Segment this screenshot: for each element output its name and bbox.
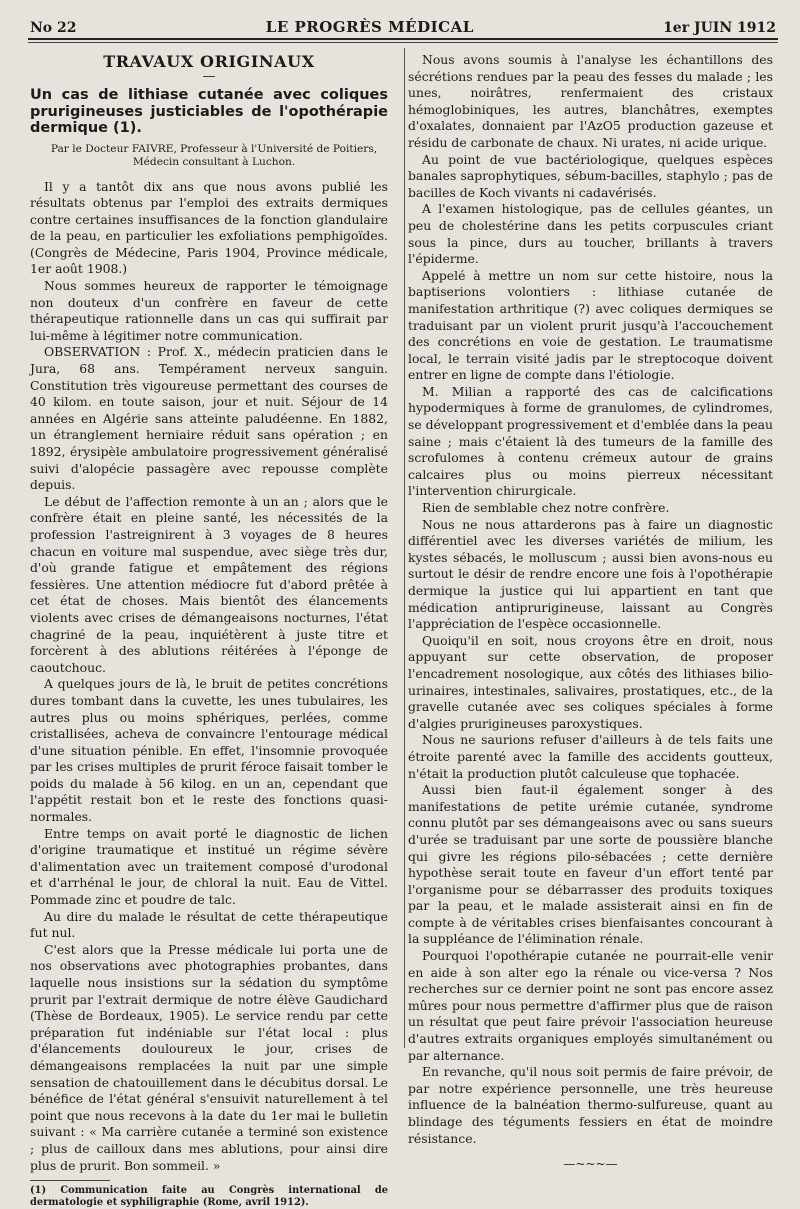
header-rule-thin	[28, 42, 778, 43]
author-line-2: Médecin consultant à Luchon.	[132, 155, 296, 168]
journal-title: LE PROGRÈS MÉDICAL	[265, 18, 474, 36]
article-title: Un cas de lithiase cutanée avec coliques prurigineuses justiciables de l'opothérapie dermique (1).	[30, 87, 388, 136]
body-paragraph: Au dire du malade le résultat de cette thérapeutique fut nul.	[30, 908, 388, 941]
body-paragraph: Rien de semblable chez notre confrère.	[422, 500, 670, 516]
body-paragraph: Il y a tantôt dix ans que nous avons publié les résultats obtenus par l'emploi des extraits dermiques contre certaines insuffisances de la fonction glandulaire de la peau, en particulier les exfoliations pemphigoïdes. (Congrès de Médecine, Paris 1904, Province médicale, 1er août 1908.)	[30, 178, 388, 277]
body-paragraph: Entre temps on avait porté le diagnostic de lichen d'origine traumatique et institué un régime sévère d'alimentation avec un traitement composé d'urodonal et d'arrhénal le jour, de chloral la nuit. Eau de Vittel. Pommade zinc et poudre de talc.	[30, 825, 388, 908]
body-paragraph: C'est alors que la Presse médicale lui porta une de nos observations avec photographies probantes, dans laquelle nous insistions sur la sédation du symptôme prurit par l'extrait dermique de notre élève Gaudichard (Thèse de Bordeaux, 1905). Le service rendu par cette préparation fut indéniable sur l'état local : plus d'élancements douloureux le jour, crises de démangeaisons remplacées la nuit par une simple sensation de chatouillement dans le décubitus dorsal. Le bénéfice de l'état général s'ensuivit naturellement à tel point que nous recevons à la date du 1er mai le bulletin suivant : « Ma carrière cutanée a terminé son existence ; plus de cailloux dans mes ablutions, pour ainsi dire plus de prurit. Bon sommeil. »	[30, 941, 388, 1173]
body-paragraph: Nous ne saurions refuser d'ailleurs à de tels faits une étroite parenté avec la famille des accidents goutteux, n'était la production plutôt calculeuse que tophacée.	[408, 732, 773, 781]
body-paragraph: Nous sommes heureux de rapporter le témoignage non douteux d'un confrère en faveur de cette thérapeutique rationnelle dans un cas qui suffirait par lui-même à légitimer notre communication.	[30, 278, 388, 343]
body-paragraph: Pourquoi l'opothérapie cutanée ne pourrait-elle venir en aide à son alter ego la rénale ou vice-versa ? Nos recherches sur ce dernier point ne sont pas encore assez mûres pour nous permettre d'affirmer plus que de raison un résultat que peut faire prévoir l'association heureuse d'autres extraits organiques employés simultanément ou par alternance.	[408, 948, 773, 1063]
body-paragraph: Quoiqu'il en soit, nous croyons être en droit, nous appuyant sur cette observation, de proposer l'encadrement nosologique, aux côtés des lithiases bilio-urinaires, intestinales, salivaires, prostatiques, etc., de la gravelle cutanée avec ses coliques spéciales à forme d'algies prurigineuses paroxystiques.	[408, 632, 773, 731]
section-dash: —	[202, 69, 216, 84]
left-column	[30, 50, 388, 1209]
author-line-1: Par le Docteur FAIVRE, Professeur à l'Université de Poitiers,	[50, 142, 378, 155]
body-paragraph: Aussi bien faut-il également songer à des manifestations de petite urémie cutanée, syndrome connu plutôt par ses démangeaisons avec ou sans sueurs d'urée se traduisant par une sorte de poussière blanche qui givre les régions pilo-sébacées ; cette dernière hypothèse serait toute en faveur d'un effort tenté par l'organisme pour se débarrasser des produits toxiques par la peau, et le malade assisterait ainsi en fin de compte à de véritables crises bienfaisantes concourant à la suppléance de l'élimination rénale.	[408, 782, 773, 947]
body-paragraph: Appelé à mettre un nom sur cette histoire, nous la baptiserions volontiers : lithiase cutanée de manifestation arthritique (?) avec coliques dermiques se traduisant par un violent prurit jusqu'à l'accouchement des concrétions en voie de gestation. Le traumatisme local, le terrain visité jadis par le streptocoque doivent entrer en ligne de compte dans l'étiologie.	[408, 267, 773, 383]
issue-date: 1er JUIN 1912	[663, 20, 776, 36]
body-paragraph: OBSERVATION : Prof. X., médecin praticien dans le Jura, 68 ans. Tempérament nerveux sanguin. Constitution très vigoureuse permettant des courses de 40 kilom. en toute saison, jour et nuit. Séjour de 14 années en Algérie sans atteinte paludéenne. En 1882, un étranglement herniaire réduit sans opération ; en 1892, érysipèle ambulatoire progressivement généralisé suivi d'alopécie passagère avec repousse complète depuis.	[30, 344, 388, 493]
footnote-rule	[30, 1180, 110, 1181]
author-byline	[30, 143, 388, 169]
body-paragraph: En revanche, qu'il nous soit permis de faire prévoir, de par notre expérience personnelle, une très heureuse influence de la balnéation thermo-sulfureuse, quant au blindage des téguments fessiers en état de moindre résistance.	[408, 1064, 773, 1146]
footnote: (1) Communication faite au Congrès international de dermatologie et syphiligraphie (Rome, avril 1912).	[30, 1185, 388, 1209]
body-paragraph: A quelques jours de là, le bruit de petites concrétions dures tombant dans la cuvette, les unes tubulaires, les autres plus ou moins sphériques, perlées, comme cristallisées, acheva de convaincre l'entourage médical d'une situation pénible. En effet, l'insomnie provoquée par les crises multiples de prurit féroce faisait tomber le poids du malade à 56 kilog. en un an, cependant que l'appétit restait bon et le reste des fonctions quasi-normales.	[30, 676, 388, 825]
header-rule	[28, 38, 778, 40]
body-paragraph: Nous avons soumis à l'analyse les échantillons des sécrétions rendues par la peau des fesses du malade ; les unes, noirâtres, renfermaient des cristaux hémoglobiniques, les autres, blanchâtres, exemptes d'oxalates, donnaient par l'AzO5 production gazeuse et résidu de carbonate de chaux. Ni urates, ni acide urique.	[408, 52, 773, 150]
end-flourish: —~~~—	[563, 1157, 618, 1172]
body-paragraph: Au point de vue bactériologique, quelques espèces banales saprophytiques, sébum-bacilles, staphylo ; pas de bacilles de Koch vivants ni cadavérisés.	[408, 151, 773, 200]
body-paragraph: A l'examen histologique, pas de cellules géantes, un peu de cholestérine dans les petits corpuscules criant sous la pince, durs au toucher, brillants à travers l'épiderme.	[408, 201, 773, 267]
body-paragraph: Le début de l'affection remonte à un an ; alors que le confrère était en pleine santé, les nécessités de la profession l'astreignirent à 3 voyages de 8 heures chacun en voiture mal suspendue, avec siège très dur, d'où grande fatigue et empâtement des régions fessières. Une attention médiocre fut d'abord prêtée à cet état de choses. Mais bientôt des élancements violents avec crises de démangeaisons nocturnes, l'état chagriné de la peau, inquiétèrent à juste titre et forcèrent à des ablutions réitérées à l'éponge de caoutchouc.	[30, 493, 388, 675]
column-divider	[404, 48, 405, 1048]
running-header	[30, 8, 776, 36]
right-column	[408, 52, 773, 1171]
section-heading: TRAVAUX ORIGINAUX	[103, 52, 315, 71]
body-paragraph: Nous ne nous attarderons pas à faire un diagnostic différentiel avec les diverses variétés de milium, les kystes sébacés, le molluscum ; aussi bien avons-nous eu surtout le désir de rendre encore une fois à l'opothérapie dermique la justice qui lui appartient en tant que médication antiprurigineuse, laissant au Congrès l'appréciation de l'espèce occasionnelle.	[408, 516, 773, 632]
body-paragraph: M. Milian a rapporté des cas de calcifications hypodermiques à forme de granulomes, de cylindromes, se développant progressivement et d'emblée dans la peau saine ; mais c'étaient là des tumeurs de la famille des scrofulomes à contenu crémeux autour de grains calcaires plus ou moins pierreux nécessitant l'intervention chirurgicale.	[408, 383, 773, 499]
issue-number: No 22	[30, 20, 77, 36]
